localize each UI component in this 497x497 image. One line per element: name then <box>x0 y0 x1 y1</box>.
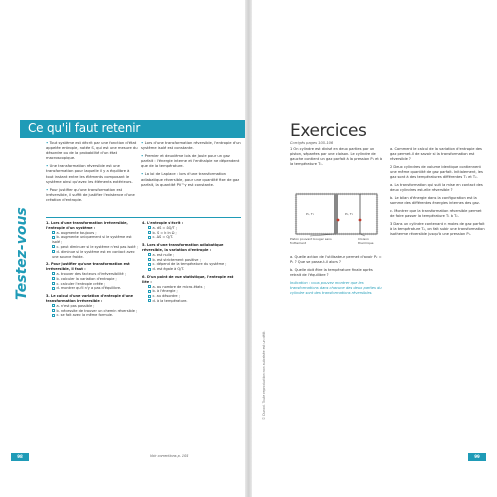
checkbox-icon[interactable] <box>52 277 55 280</box>
section-divider <box>46 217 241 218</box>
quiz-option[interactable]: a. trouver des facteurs d'irréversibilité ; <box>46 272 140 277</box>
summary-paragraph: • La loi de Laplace : lors d'une transformation adiabatique réversible, pour une quantité fixe de gaz parfait, la quantité PV^γ est constante. <box>141 172 240 187</box>
checkbox-icon[interactable] <box>148 299 151 302</box>
checkbox-icon[interactable] <box>148 258 151 261</box>
checkbox-icon[interactable] <box>148 285 151 288</box>
quiz-option[interactable]: a. augmente toujours ; <box>46 231 140 236</box>
quiz-option[interactable]: b. est strictement positive ; <box>142 258 241 263</box>
exercise-paragraph: c. Montrer que la transformation réversible permet de faire passer la température T₁ à T₂. <box>390 209 482 218</box>
page-number: 99 <box>468 453 486 461</box>
quiz-option[interactable]: c. peut diminuer si le système n'est pas isolé ; <box>46 245 140 250</box>
exercise-hint: Indication : vous pouvez montrer que les transformations dans chacune des deux parties du cylindre sont des transformations réversibles. <box>290 281 382 295</box>
exercise-paragraph: b. Quelle doit être la température finale après retrait de l'équilibre ? <box>290 268 373 277</box>
quiz-option[interactable]: c. se fait avec la même formule. <box>46 313 140 318</box>
quiz-option[interactable]: b. à l'énergie ; <box>142 289 241 294</box>
checkbox-icon[interactable] <box>52 250 55 253</box>
checkbox-icon[interactable] <box>52 304 55 307</box>
copyright-side-text: © Dunod. Toute reproduction non autorisée est un délit. <box>262 330 266 420</box>
exercise-paragraph: a. La transformation qui suit la mise en contact des deux cylindres est-elle réversible ? <box>390 183 483 192</box>
quiz-option[interactable]: a. n'est pas possible ; <box>46 304 140 309</box>
quiz-option[interactable]: c. au désordre ; <box>142 294 241 299</box>
exercises-subtitle: Corrigés pages 105-106 <box>290 141 334 145</box>
summary-column-a <box>46 141 138 206</box>
section-title: Ce qu'il faut retenir <box>28 121 141 135</box>
exercise-column-a <box>290 147 385 170</box>
checkbox-icon[interactable] <box>148 290 151 293</box>
quiz-column-a <box>46 221 140 318</box>
summary-column-b <box>141 141 241 191</box>
left-chamber-label: P₁, T₁ <box>306 212 314 216</box>
exercise-paragraph: b. Le bilan d'énergie dans la configuration est la somme des différentes énergies internes des gaz. <box>390 196 480 205</box>
checkbox-icon[interactable] <box>148 263 151 266</box>
exercise-paragraph: a. Comment le calcul de la variation d'entropie des gaz permet-il de savoir si la transformation est réversible ? <box>390 147 482 161</box>
checkbox-icon[interactable] <box>52 231 55 234</box>
checkbox-icon[interactable] <box>52 236 55 239</box>
wall-caption: Cloison thermique <box>358 237 374 245</box>
checkbox-icon[interactable] <box>148 295 151 298</box>
piston-stop <box>337 219 340 222</box>
quiz-option[interactable]: d. à la température. <box>142 299 241 304</box>
quiz-column-b <box>142 221 241 304</box>
exercise-paragraph: 1 On cylindre est divisé en deux parties par un piston, séparées par une cloison. Le cylindre de gauche contient un gaz parfait à la pression P₁ et à la température T₁. <box>290 147 383 166</box>
quiz-question: 2. Pour justifier qu'une transformation est irréversible, il faut : <box>46 262 130 272</box>
testez-vous-tab: Testez-vous <box>14 207 30 300</box>
checkbox-icon[interactable] <box>148 226 151 229</box>
piston-caption: Piston pouvant bouger sans frottement <box>290 237 332 245</box>
exercise-column-b <box>390 147 485 240</box>
checkbox-icon[interactable] <box>52 282 55 285</box>
quiz-question: 3. Le calcul d'une variation d'entropie d'une transformation irréversible : <box>46 294 133 303</box>
quiz-question: 5. Lors d'une transformation adiabatique réversible, la variation d'entropie : <box>142 243 224 252</box>
checkbox-icon[interactable] <box>52 272 55 275</box>
quiz-option[interactable]: a. au nombre de micro-états ; <box>142 285 241 290</box>
checkbox-icon[interactable] <box>52 245 55 248</box>
quiz-option[interactable]: a. dS = δQ/T ; <box>142 226 241 231</box>
corrections-footnote: Voir corrections p. 105 <box>150 454 189 458</box>
wall-stop <box>359 219 362 222</box>
checkbox-icon[interactable] <box>148 268 151 271</box>
right-chamber-label: P₂, T₂ <box>345 212 353 216</box>
summary-paragraph: • Premier et deuxième lois de Joule pour un gaz parfait : l'énergie interne et l'enthalpie ne dépendent que de la température. <box>141 154 240 169</box>
exercise-paragraph: a. Quelle action de l'utilisateur permet d'avoir P₂ = P₁ ? Que se passe-t-il alors ? <box>290 255 382 264</box>
quiz-question: 1. Lors d'une transformation irréversible, l'entropie d'un système : <box>46 221 128 230</box>
quiz-option[interactable]: d. diminue si le système est en contact avec une source froide. <box>52 249 135 259</box>
quiz-option[interactable]: c. ΔS = Q/T. <box>142 235 241 240</box>
quiz-option[interactable]: d. est égale à Q/T. <box>142 267 241 272</box>
summary-paragraph: • Pour justifier qu'une transformation est irréversible, il suffit de justifier l'existence d'une création d'entropie. <box>46 187 135 202</box>
quiz-option[interactable]: b. nécessite de trouver un chemin réversible ; <box>46 309 140 314</box>
summary-paragraph: • Lors d'une transformation réversible, l'entropie d'un système isolé est constante. <box>141 141 241 151</box>
quiz-option[interactable]: d. montrer qu'il n'y a pas d'équilibre. <box>46 286 140 291</box>
checkbox-icon[interactable] <box>148 236 151 239</box>
page-number: 98 <box>11 453 29 461</box>
quiz-option[interactable]: c. dépend de la température du système ; <box>142 262 241 267</box>
checkbox-icon[interactable] <box>52 287 55 290</box>
checkbox-icon[interactable] <box>52 309 55 312</box>
checkbox-icon[interactable] <box>52 314 55 317</box>
quiz-option[interactable]: a. est nulle ; <box>142 253 241 258</box>
summary-paragraph: • Tout système est décrit par une fonction d'état appelée entropie, notée S, qui est une mesure du désordre ou de la probabilité d'un état macroscopique. <box>46 141 138 161</box>
piston <box>334 194 338 234</box>
left-page <box>0 0 245 497</box>
summary-paragraph: • Une transformation réversible est une transformation pour laquelle il y a équilibre à tout instant entre les éléments composant le système ainsi qu'avec les éléments extérieurs. <box>46 164 133 184</box>
checkbox-icon[interactable] <box>148 253 151 256</box>
checkbox-icon[interactable] <box>148 231 151 234</box>
exercise-column-a-lower <box>290 255 385 299</box>
quiz-option[interactable]: c. calculer l'entropie créée ; <box>46 282 140 287</box>
quiz-question: 6. D'un point de vue statistique, l'entropie est liée : <box>142 274 234 284</box>
exercises-title: Exercices <box>290 121 367 141</box>
quiz-question: 4. L'entropie s'écrit : <box>142 221 184 225</box>
exercise-paragraph: 2 Deux cylindres de volume identique contiennent une même quantité de gaz parfait. Initialement, les gaz sont à des températures différentes T₁ et T₂. <box>390 165 483 179</box>
quiz-option[interactable]: b. calculer la variation d'entropie ; <box>46 277 140 282</box>
quiz-option[interactable]: b. S = k ln Ω ; <box>142 231 241 236</box>
quiz-option[interactable]: b. augmente uniquement si le système est isolé ; <box>52 235 132 245</box>
exercise-paragraph: 3 Dans un cylindre contenant n moles de gaz parfait à la température T₀, on fait subir une transformation isotherme réversible jusqu'à une pression P₁. <box>390 222 485 236</box>
book-gutter <box>245 0 252 497</box>
